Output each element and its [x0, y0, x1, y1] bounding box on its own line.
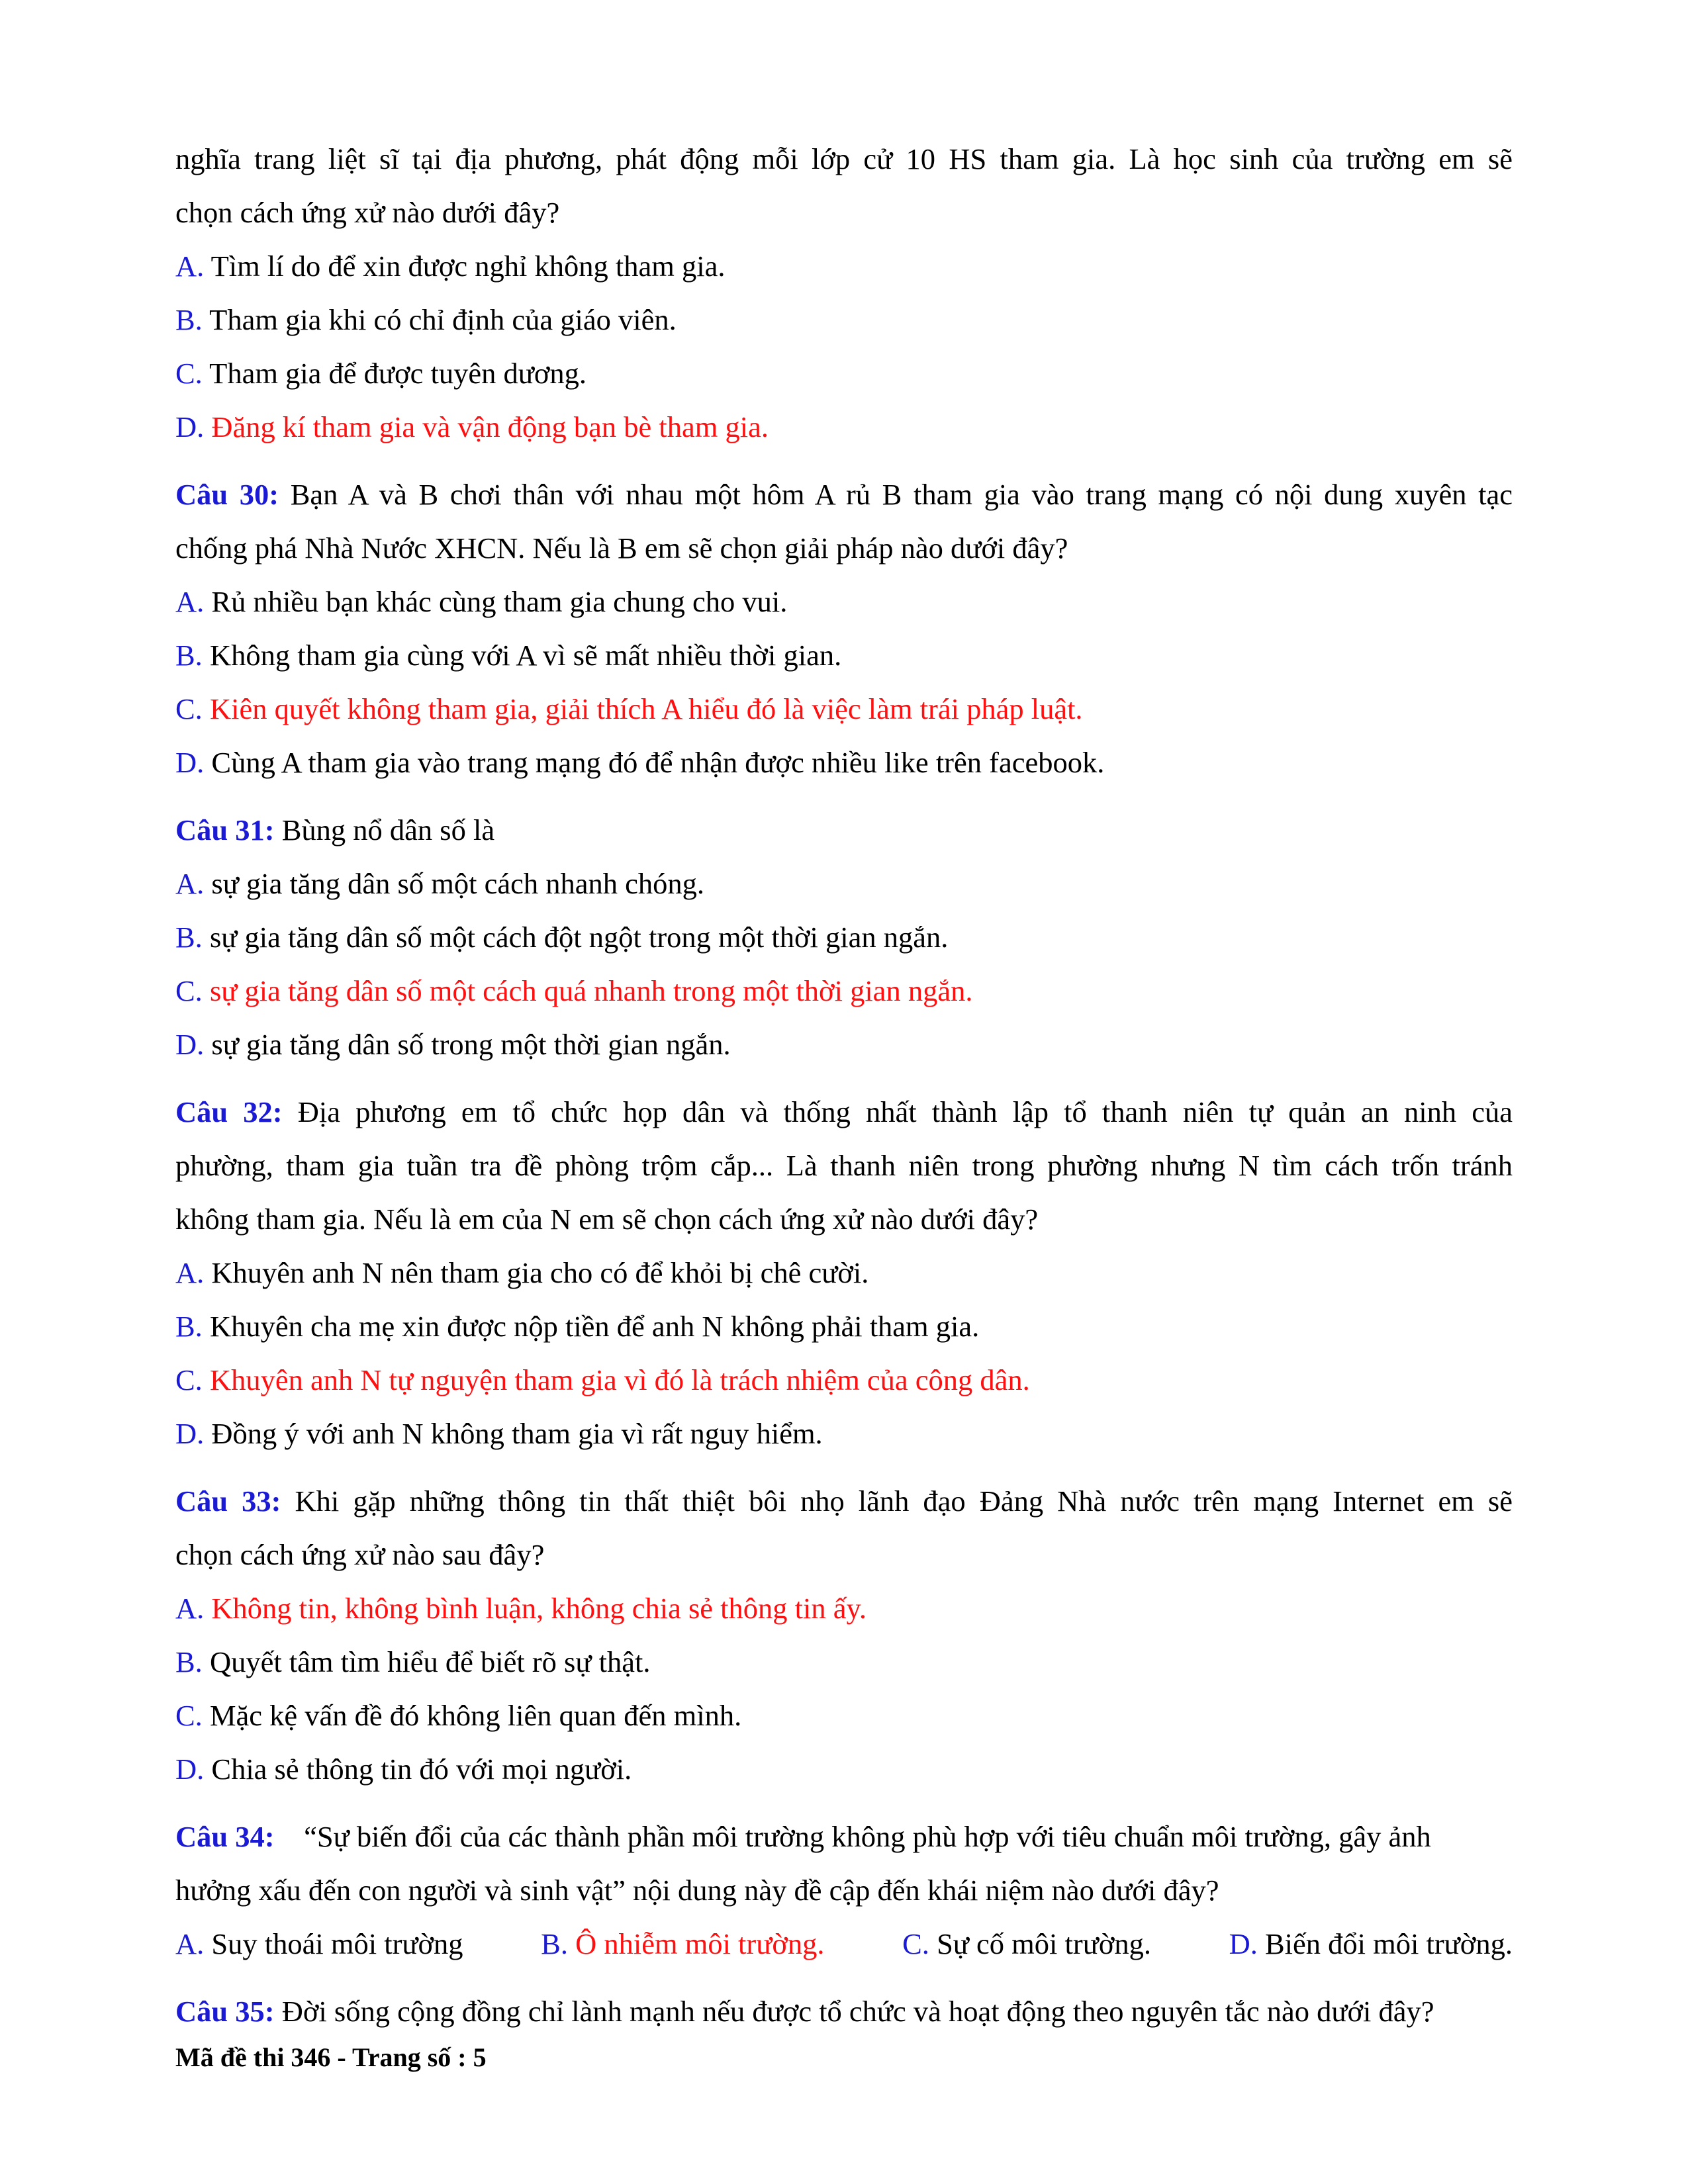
- question-text: Khi gặp những thông tin thất thiệt bôi nhọ lãnh đạo Đảng Nhà nước trên mạng Internet em sẽ: [295, 1484, 1513, 1518]
- option-c-correct: [175, 964, 1513, 1018]
- options-row: [175, 1917, 1513, 1971]
- option-letter: D.: [175, 746, 205, 779]
- question-label: Câu 33:: [175, 1484, 281, 1518]
- option-d-correct: [175, 400, 1513, 454]
- question-31-line1: [175, 803, 1513, 857]
- option-text: Biến đổi môi trường.: [1264, 1927, 1513, 1960]
- option-text: Kiên quyết không tham gia, giải thích A hiểu đó là việc làm trái pháp luật.: [209, 692, 1083, 725]
- option-letter: D.: [175, 1752, 205, 1786]
- option-text: Tham gia để được tuyên dương.: [209, 357, 586, 390]
- option-b: [175, 1300, 1513, 1353]
- question-32-line2: phường, tham gia tuần tra đề phòng trộm cắp... Là thanh niên trong phường nhưng N tìm cách trốn tránh: [175, 1149, 1513, 1182]
- question-label: Câu 31:: [175, 813, 275, 846]
- option-text: Đăng kí tham gia và vận động bạn bè tham gia.: [211, 410, 769, 443]
- page-footer: Mã đề thi 346 - Trang số : 5: [175, 2042, 487, 2072]
- option-b: [175, 911, 1513, 964]
- option-text: sự gia tăng dân số một cách nhanh chóng.: [211, 867, 704, 900]
- question-label: Câu 35:: [175, 1995, 275, 2028]
- option-text: Quyết tâm tìm hiểu để biết rõ sự thật.: [209, 1645, 651, 1678]
- option-text: Không tin, không bình luận, không chia sẻ thông tin ấy.: [211, 1592, 867, 1625]
- option-a: [175, 575, 1513, 629]
- question-intro-line2: chọn cách ứng xử nào dưới đây?: [175, 196, 560, 229]
- question-label: Câu 34:: [175, 1820, 275, 1853]
- option-d: [175, 1743, 1513, 1796]
- question-text: Đời sống cộng đồng chỉ lành mạnh nếu được tổ chức và hoạt động theo nguyên tắc nào dưới đây?: [281, 1995, 1434, 2028]
- option-text: Tham gia khi có chỉ định của giáo viên.: [209, 303, 677, 336]
- option-text: Khuyên anh N tự nguyện tham gia vì đó là trách nhiệm của công dân.: [209, 1363, 1030, 1396]
- question-text: Bùng nổ dân số là: [281, 813, 495, 846]
- option-text: sự gia tăng dân số một cách quá nhanh trong một thời gian ngắn.: [209, 974, 973, 1007]
- option-letter: B.: [175, 921, 203, 954]
- option-letter: D.: [1229, 1927, 1258, 1960]
- option-text: Không tham gia cùng với A vì sẽ mất nhiều thời gian.: [209, 639, 842, 672]
- option-letter: D.: [175, 1417, 205, 1450]
- question-35-line1: [175, 1985, 1513, 2038]
- option-text: Ô nhiễm môi trường.: [575, 1927, 825, 1960]
- option-letter: C.: [175, 1699, 203, 1732]
- option-a: [175, 1246, 1513, 1300]
- option-letter: D.: [175, 410, 205, 443]
- option-text: Chia sẻ thông tin đó với mọi người.: [211, 1752, 632, 1786]
- option-letter: A.: [175, 1592, 205, 1625]
- option-letter: A.: [175, 1927, 205, 1960]
- option-text: Suy thoái môi trường: [211, 1927, 463, 1960]
- option-letter: A.: [175, 585, 205, 618]
- option-letter: A.: [175, 867, 205, 900]
- question-text: Địa phương em tổ chức họp dân và thống nhất thành lập tổ thanh niên tự quản an ninh của: [297, 1095, 1513, 1128]
- option-b: [175, 1635, 1513, 1689]
- option-letter: B.: [175, 639, 203, 672]
- option-c: [175, 347, 1513, 400]
- option-text: sự gia tăng dân số một cách đột ngột trong một thời gian ngắn.: [209, 921, 949, 954]
- option-letter: B.: [541, 1927, 568, 1960]
- option-a-correct: [175, 1582, 1513, 1635]
- option-text: Tìm lí do để xin được nghỉ không tham gia.: [211, 250, 726, 283]
- option-c-correct: [175, 1353, 1513, 1407]
- option-b: [175, 293, 1513, 347]
- option-letter: C.: [175, 1363, 203, 1396]
- option-text: Đồng ý với anh N không tham gia vì rất nguy hiểm.: [211, 1417, 823, 1450]
- option-d: [175, 736, 1513, 790]
- question-text: Bạn A và B chơi thân với nhau một hôm A rủ B tham gia vào trang mạng có nội dung xuyên tạc: [290, 478, 1513, 511]
- option-b-correct: [541, 1917, 824, 1971]
- option-b: [175, 629, 1513, 682]
- option-text: Mặc kệ vấn đề đó không liên quan đến mình.: [209, 1699, 742, 1732]
- question-intro-line1: nghĩa trang liệt sĩ tại địa phương, phát động mỗi lớp cử 10 HS tham gia. Là học sinh của trường em sẽ: [175, 142, 1513, 175]
- option-text: Sự cố môi trường.: [937, 1927, 1151, 1960]
- option-d: [1229, 1917, 1513, 1971]
- option-text: Rủ nhiều bạn khác cùng tham gia chung cho vui.: [211, 585, 788, 618]
- question-33-line2: chọn cách ứng xử nào sau đây?: [175, 1538, 545, 1571]
- option-text: Khuyên cha mẹ xin được nộp tiền để anh N không phải tham gia.: [209, 1310, 980, 1343]
- option-letter: A.: [175, 1256, 205, 1289]
- option-c-correct: [175, 682, 1513, 736]
- option-text: Cùng A tham gia vào trang mạng đó để nhận được nhiều like trên facebook.: [211, 746, 1105, 779]
- option-a: [175, 1917, 463, 1971]
- option-letter: A.: [175, 250, 205, 283]
- question-33-line1: [175, 1475, 1513, 1528]
- option-a: [175, 240, 1513, 293]
- option-letter: C.: [175, 357, 203, 390]
- question-34-line1: [175, 1810, 1513, 1864]
- option-c: [902, 1917, 1151, 1971]
- option-text: sự gia tăng dân số trong một thời gian ngắn.: [211, 1028, 731, 1061]
- option-letter: C.: [902, 1927, 929, 1960]
- question-32-line3: không tham gia. Nếu là em của N em sẽ chọn cách ứng xử nào dưới đây?: [175, 1203, 1039, 1236]
- option-c: [175, 1689, 1513, 1743]
- option-letter: B.: [175, 1310, 203, 1343]
- question-text: “Sự biến đổi của các thành phần môi trường không phù hợp với tiêu chuẩn môi trường, gây ảnh: [304, 1820, 1431, 1853]
- option-d: [175, 1018, 1513, 1071]
- option-d: [175, 1407, 1513, 1461]
- question-label: Câu 32:: [175, 1095, 283, 1128]
- option-text: Khuyên anh N nên tham gia cho có để khỏi bị chê cười.: [211, 1256, 869, 1289]
- question-label: Câu 30:: [175, 478, 279, 511]
- option-letter: B.: [175, 303, 203, 336]
- option-letter: D.: [175, 1028, 205, 1061]
- question-30-line1: [175, 468, 1513, 522]
- exam-page: [175, 132, 1513, 2038]
- question-34-line2: hưởng xấu đến con người và sinh vật” nội dung này đề cập đến khái niệm nào dưới đây?: [175, 1874, 1219, 1907]
- option-a: [175, 857, 1513, 911]
- question-32-line1: [175, 1085, 1513, 1139]
- question-30-line2: chống phá Nhà Nước XHCN. Nếu là B em sẽ chọn giải pháp nào dưới đây?: [175, 531, 1068, 565]
- option-letter: C.: [175, 692, 203, 725]
- option-letter: B.: [175, 1645, 203, 1678]
- option-letter: C.: [175, 974, 203, 1007]
